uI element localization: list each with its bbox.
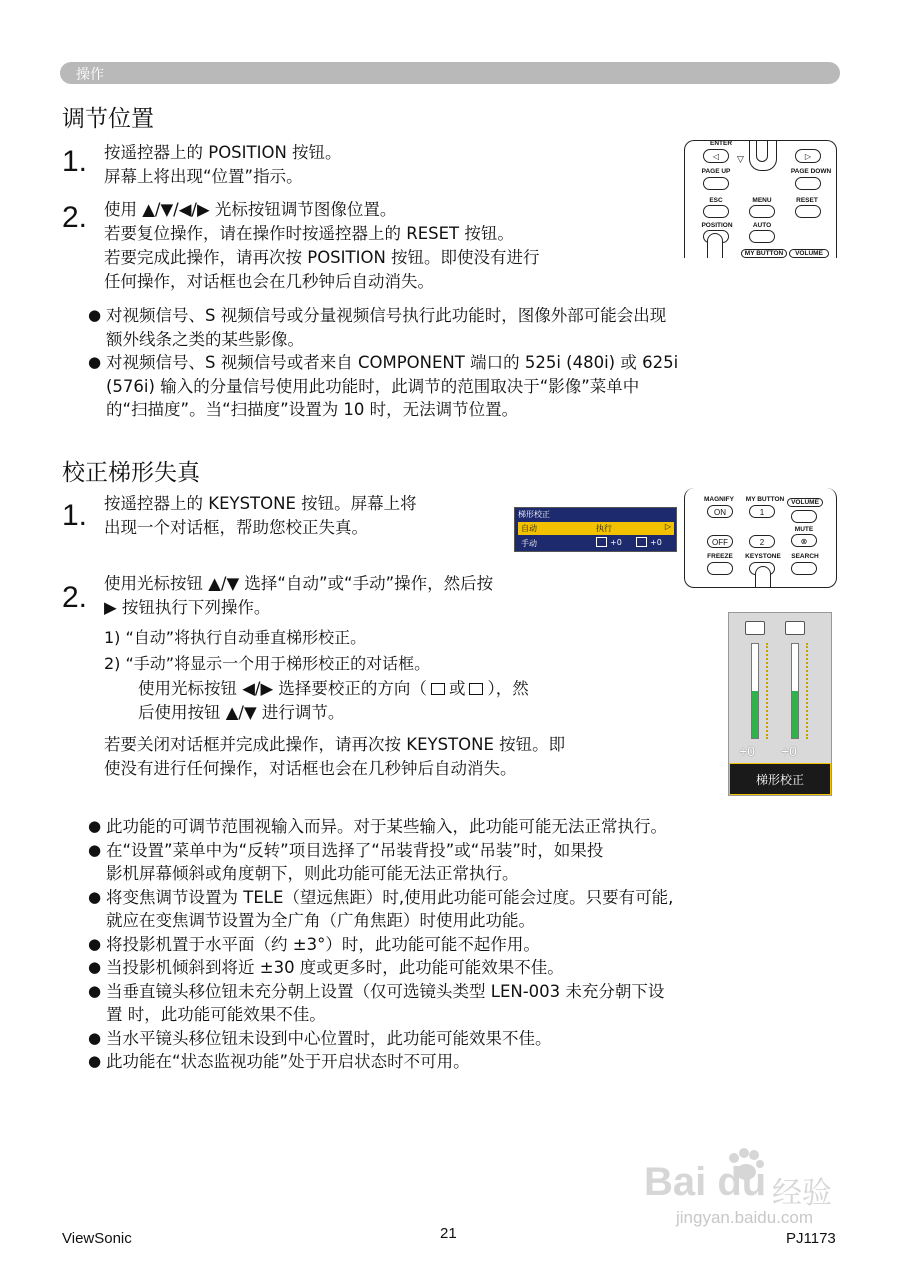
magnify-on-button: ON — [707, 505, 733, 518]
remote-control-illustration: ENTER ◁ ▽ ▷ PAGE UP PAGE DOWN ESC MENU RESET POSITION AUTO MY BUTTON VOLUME — [684, 140, 837, 258]
vertical-keystone-icon — [596, 537, 607, 547]
step-line: 屏幕上将出现“位置”指示。 — [104, 167, 303, 186]
freeze-button — [707, 562, 733, 575]
close-note-line: 使没有进行任何操作，对话框也会在几秒钟后自动消失。 — [104, 759, 517, 778]
horizontal-slider-fill — [792, 691, 798, 738]
menu-button — [749, 205, 775, 218]
note-item: ● 将变焦调节设置为 TELE（望远焦距）时,使用此功能可能会过度。只要有可能, 就应在变焦调节设置为全广角（广角焦距）时使用此功能。 — [88, 886, 848, 933]
auto-button — [749, 230, 775, 243]
esc-button — [703, 205, 729, 218]
note-item: ● 当水平镜头移位钮未设到中心位置时，此功能可能效果不佳。 — [88, 1027, 848, 1051]
volume-button — [791, 510, 817, 523]
step-line: ▶ 按钮执行下列操作。 — [104, 598, 271, 617]
finger-pointer-icon — [707, 233, 723, 258]
my-button-1: 1 — [749, 505, 775, 518]
finger-pointer-icon — [755, 566, 771, 588]
section-title-position: 调节位置 — [62, 106, 154, 132]
step-number: 2. — [62, 201, 88, 234]
note-item: ● 对视频信号、S 视频信号或分量视频信号执行此功能时，图像外部可能会出现 额外线条之类的某些影像。 — [88, 304, 848, 351]
keystone-menu-dialog — [514, 507, 677, 552]
step-line: 使用光标按钮 ▲/▼ 选择“自动”或“手动”操作，然后按 — [104, 574, 494, 593]
step-line: 按遥控器上的 POSITION 按钮。 — [104, 143, 342, 162]
remote-control-illustration-keystone: MAGNIFY MY BUTTON VOLUME ON 1 MUTE OFF 2 ⊗ FREEZE KEYSTONE SEARCH — [684, 488, 837, 588]
notes-list — [88, 815, 848, 1074]
horizontal-keystone-icon — [785, 621, 805, 635]
menu-title: 梯形校正 — [518, 510, 550, 519]
mute-button: ⊗ — [791, 534, 817, 547]
sub-detail-line: 使用光标按钮 ◀/▶ 选择要校正的方向（ 或 ），然 — [138, 679, 529, 698]
page-number: 21 — [440, 1225, 457, 1242]
note-item: ● 当投影机倾斜到将近 ±30 度或更多时，此功能可能效果不佳。 — [88, 956, 848, 980]
step-number: 1. — [62, 145, 88, 178]
vertical-keystone-icon — [431, 683, 445, 695]
panel-caption: 梯形校正 — [729, 763, 831, 795]
vertical-slider-fill — [752, 691, 758, 738]
step-number: 1. — [62, 499, 88, 532]
note-item: ● 在“设置”菜单中为“反转”项目选择了“吊装背投”或“吊装”时，如果投 影机屏幕倾斜或角度朝下，则此功能可能无法正常执行。 — [88, 839, 848, 886]
watermark-url: jingyan.baidu.com — [676, 1208, 814, 1227]
enter-button — [749, 140, 777, 171]
right-arrow-button: ▷ — [795, 149, 821, 163]
step-line: 若要完成此操作，请再次按 POSITION 按钮。即使没有进行 — [104, 248, 540, 267]
note-item: ● 将投影机置于水平面（约 ±3°）时，此功能可能不起作用。 — [88, 933, 848, 957]
footer-brand: ViewSonic — [62, 1230, 132, 1247]
step-line: 若要复位操作，请在操作时按遥控器上的 RESET 按钮。 — [104, 224, 514, 243]
step-line: 使用 ▲/▼/◀/▶ 光标按钮调节图像位置。 — [104, 200, 397, 219]
keystone-adjust-panel — [728, 612, 832, 796]
tick-marks — [806, 643, 809, 739]
footer-model: PJ1173 — [786, 1230, 836, 1247]
note-item: ● 此功能在“状态监视功能”处于开启状态时不可用。 — [88, 1050, 848, 1074]
step-line: 按遥控器上的 KEYSTONE 按钮。屏幕上将 — [104, 494, 417, 513]
watermark-cn: 经验 — [772, 1176, 832, 1211]
page-up-button — [703, 177, 729, 190]
tick-marks — [766, 643, 769, 739]
sub-item: 2) “手动”将显示一个用于梯形校正的对话框。 — [104, 654, 431, 673]
down-arrow-icon: ▽ — [737, 155, 744, 165]
note-item: ● 此功能的可调节范围视输入而异。对于某些输入，此功能可能无法正常执行。 — [88, 815, 848, 839]
menu-row-auto: 自动 执行 ▷ — [518, 522, 674, 535]
horizontal-value: +0 — [781, 743, 797, 759]
note-item: ● 对视频信号、S 视频信号或者来自 COMPONENT 端口的 525i (480i) 或 625i (576i) 输入的分量信号使用此功能时，此调节的范围取决于“影像”菜单中 的“扫描度”。当“扫描度”设置为 10 时，无法调节位置。 — [88, 351, 848, 422]
step-number: 2. — [62, 581, 88, 614]
notes-list — [88, 304, 848, 422]
section-header-bar — [60, 62, 840, 84]
section-label: 操作 — [76, 67, 104, 83]
step-line: 出现一个对话框，帮助您校正失真。 — [104, 518, 368, 537]
close-note-line: 若要关闭对话框并完成此操作，请再次按 KEYSTONE 按钮。即 — [104, 735, 566, 754]
search-button — [791, 562, 817, 575]
left-arrow-button: ◁ — [703, 149, 729, 163]
reset-button — [795, 205, 821, 218]
horizontal-keystone-icon — [636, 537, 647, 547]
sub-item: 1) “自动”将执行自动垂直梯形校正。 — [104, 628, 367, 647]
vertical-keystone-icon — [745, 621, 765, 635]
watermark — [640, 1148, 860, 1228]
watermark-logo: Bai du — [644, 1160, 767, 1204]
section-title-keystone: 校正梯形失真 — [62, 460, 200, 486]
my-button-2: 2 — [749, 535, 775, 548]
page-down-button — [795, 177, 821, 190]
horizontal-slider-track — [791, 643, 799, 739]
note-item: ● 当垂直镜头移位钮未充分朝上设置（仅可选镜头类型 LEN-003 未充分朝下设 置 时，此功能可能效果不佳。 — [88, 980, 848, 1027]
magnify-off-button: OFF — [707, 535, 733, 548]
horizontal-keystone-icon — [469, 683, 483, 695]
vertical-slider-track — [751, 643, 759, 739]
sub-detail-line: 后使用按钮 ▲/▼ 进行调节。 — [138, 703, 345, 722]
step-line: 任何操作，对话框也会在几秒钟后自动消失。 — [104, 272, 434, 291]
menu-row-manual: 手动 +0 +0 — [521, 538, 662, 548]
vertical-value: +0 — [739, 743, 755, 759]
